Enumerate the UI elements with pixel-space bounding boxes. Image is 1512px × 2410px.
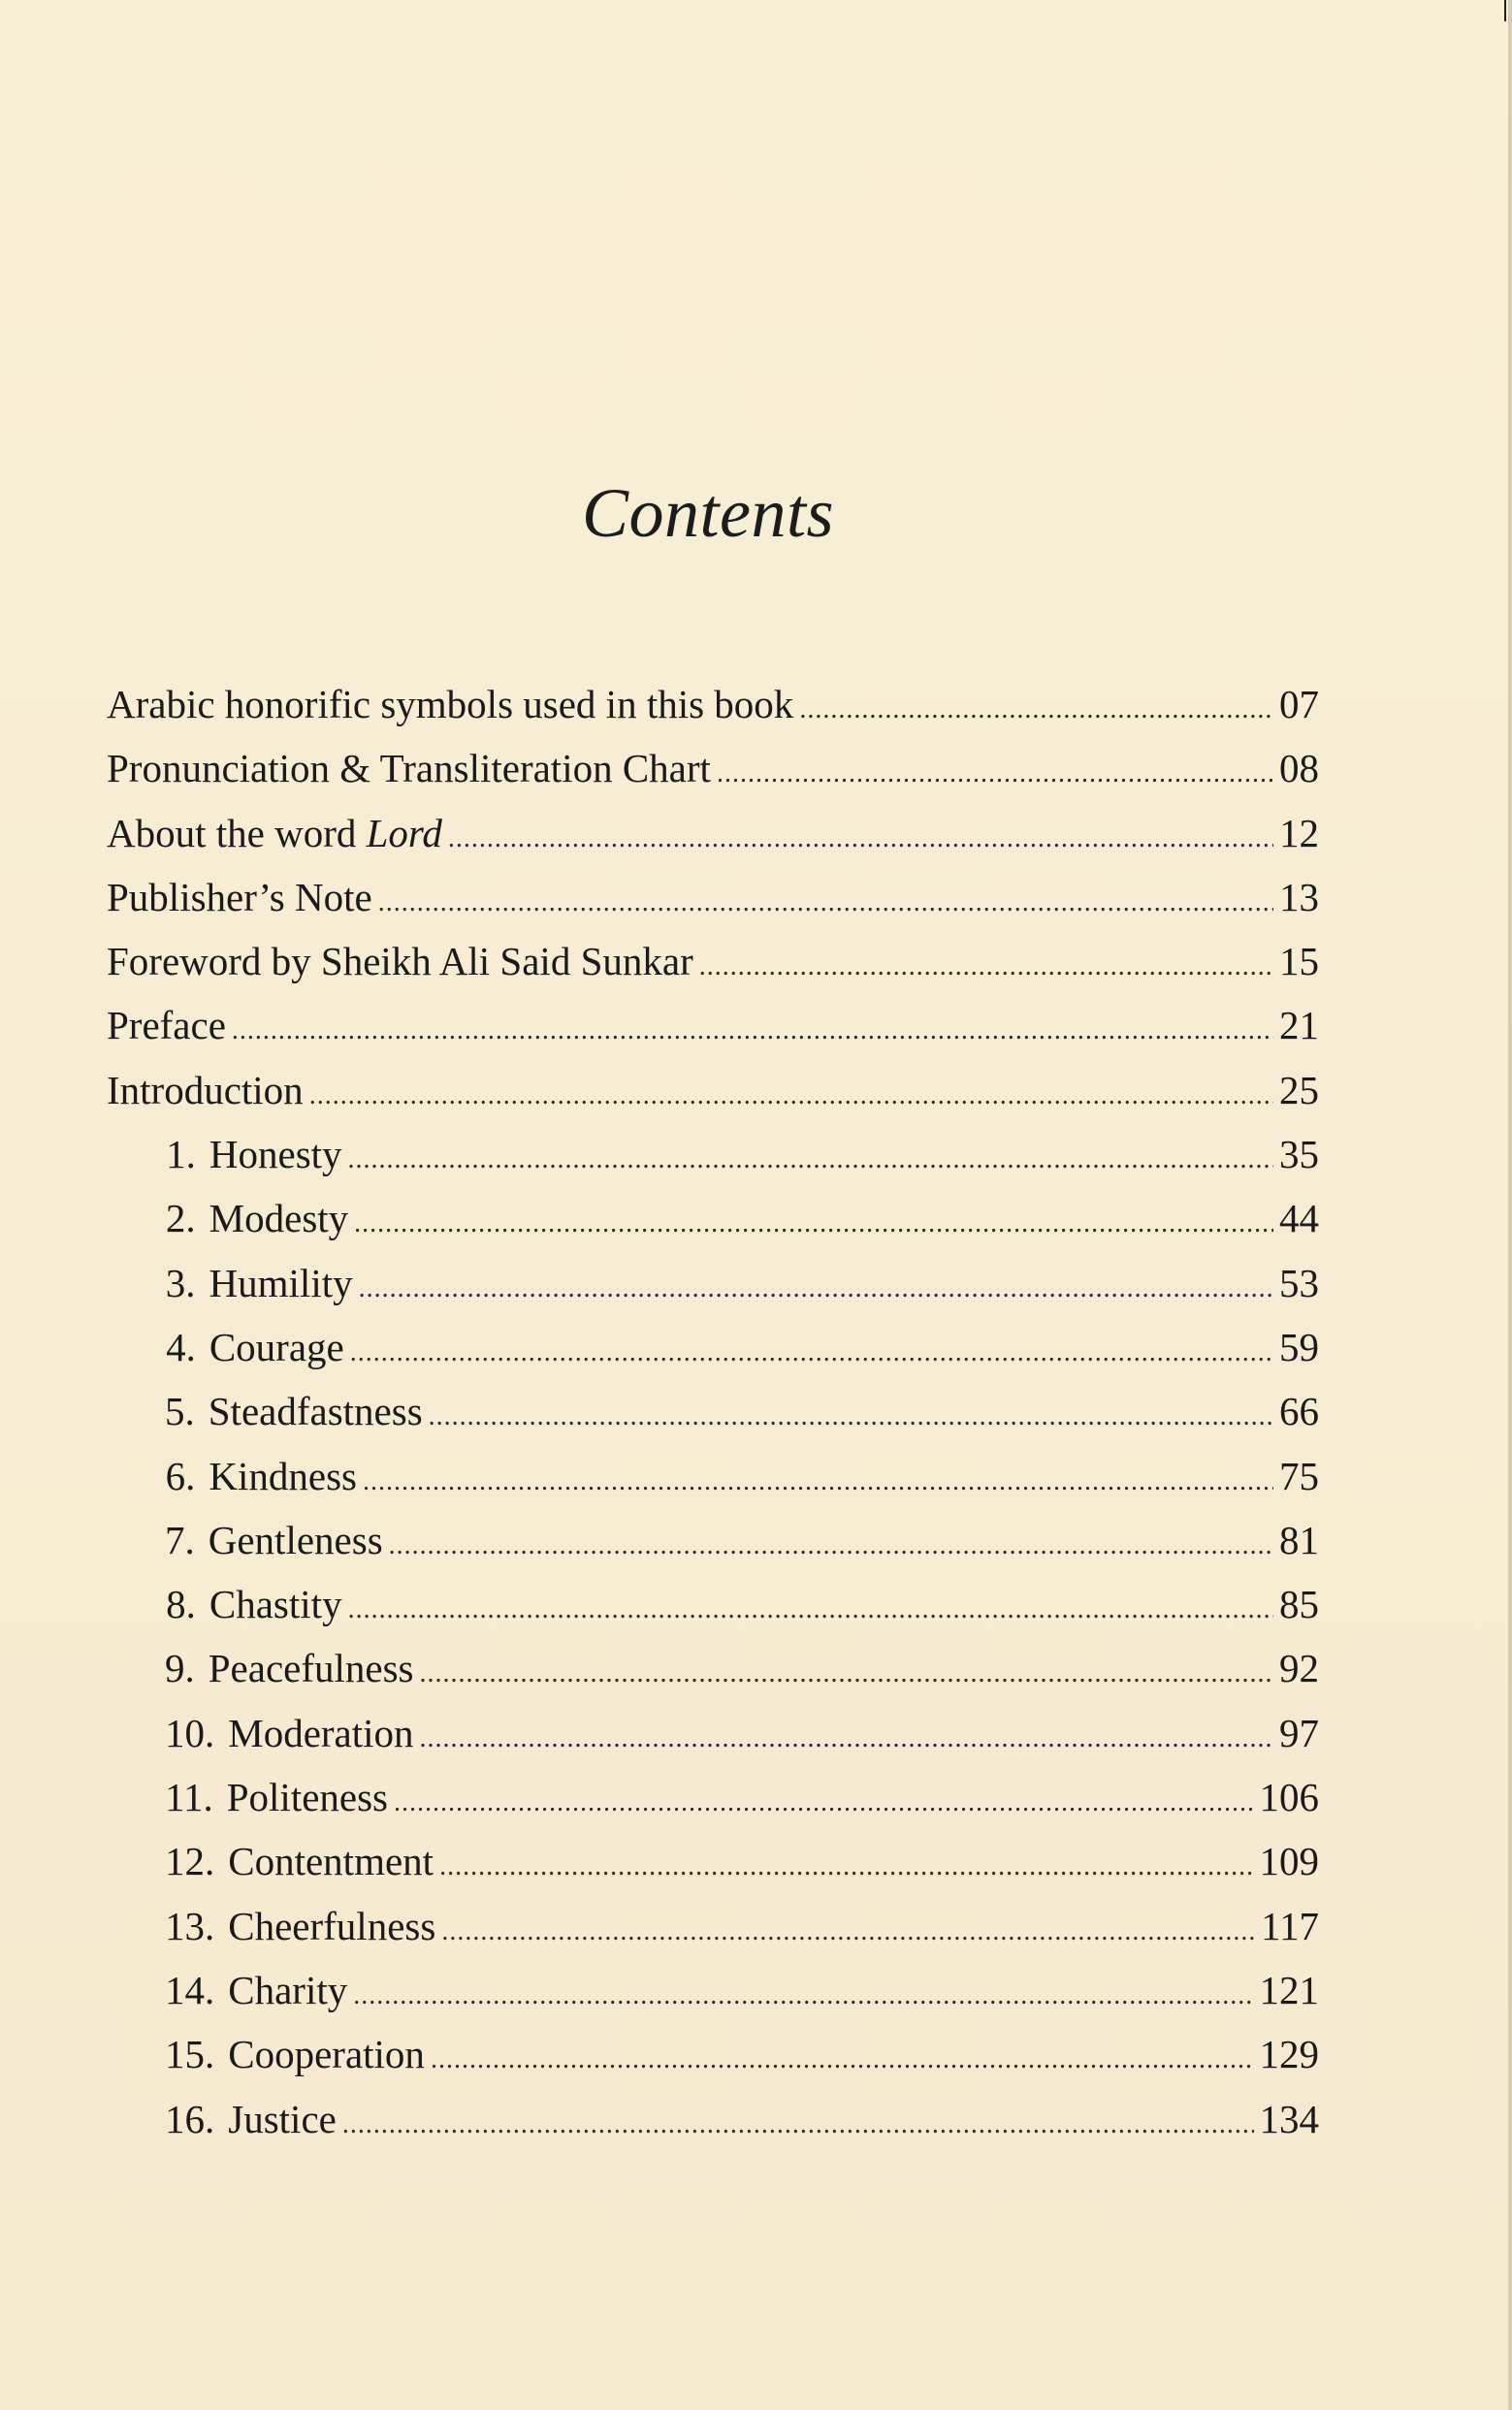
chapter-label: Peacefulness xyxy=(208,1646,414,1691)
dot-leader xyxy=(420,1707,1273,1771)
toc-entry-label-italic: Lord xyxy=(366,810,442,855)
dot-leader xyxy=(354,1192,1273,1256)
chapter-page: 121 xyxy=(1259,1967,1319,2012)
chapter-label: Chastity xyxy=(209,1582,342,1627)
chapter-number: 14. xyxy=(165,1967,215,2012)
toc-entry-page: 12 xyxy=(1279,810,1319,855)
dot-leader xyxy=(717,742,1273,806)
toc-entry-label-text: About the word xyxy=(107,810,367,855)
chapter-page: 85 xyxy=(1279,1582,1319,1627)
chapter-page: 59 xyxy=(1279,1324,1319,1369)
chapter-number: 12. xyxy=(165,1839,215,1884)
toc-entry-page: 13 xyxy=(1279,874,1319,919)
toc-chapter-entry xyxy=(107,1379,1319,1443)
chapter-label: Cheerfulness xyxy=(228,1903,436,1948)
chapter-number: 7. xyxy=(165,1517,195,1562)
chapter-label: Gentleness xyxy=(208,1517,383,1562)
chapter-page: 129 xyxy=(1259,2032,1319,2077)
page-title: Contents xyxy=(581,474,834,552)
dot-leader xyxy=(420,1642,1274,1706)
corner-mark xyxy=(1504,0,1506,21)
chapter-label: Cooperation xyxy=(228,2032,425,2077)
dot-leader xyxy=(378,871,1273,935)
toc-entry xyxy=(107,993,1319,1057)
toc-chapter-entry xyxy=(107,1829,1319,1893)
toc-chapter-entry xyxy=(107,1122,1319,1186)
toc-chapter-entry xyxy=(107,1315,1319,1379)
dot-leader xyxy=(799,678,1273,742)
chapter-number: 10. xyxy=(165,1710,215,1755)
chapter-page: 35 xyxy=(1279,1132,1319,1177)
dot-leader xyxy=(363,1450,1273,1514)
dot-leader xyxy=(348,1128,1273,1192)
chapter-page: 66 xyxy=(1279,1389,1319,1434)
toc-chapter-entry xyxy=(107,1572,1319,1636)
toc-entry-label: Pronunciation & Transliteration Chart xyxy=(107,746,711,791)
chapter-number: 16. xyxy=(165,2096,215,2141)
chapter-number: 15. xyxy=(165,2032,215,2077)
chapter-number: 8. xyxy=(166,1582,196,1627)
chapter-label: Honesty xyxy=(209,1132,342,1177)
toc-entry-page: 08 xyxy=(1279,746,1319,791)
chapter-page: 53 xyxy=(1279,1260,1319,1305)
toc-entry xyxy=(107,1058,1319,1122)
chapter-page: 92 xyxy=(1279,1646,1319,1691)
chapter-number: 4. xyxy=(166,1324,196,1369)
dot-leader xyxy=(350,1321,1273,1385)
dot-leader xyxy=(441,1900,1255,1964)
toc-chapter-entry xyxy=(107,2087,1319,2151)
dot-leader xyxy=(394,1771,1253,1835)
chapter-page: 81 xyxy=(1279,1517,1319,1562)
chapter-label: Politeness xyxy=(226,1775,389,1820)
toc-entry-label: Introduction xyxy=(107,1067,304,1112)
dot-leader xyxy=(389,1514,1273,1578)
toc-entry-page: 07 xyxy=(1279,682,1319,726)
toc-chapter-entry xyxy=(107,1444,1319,1508)
chapter-label: Contentment xyxy=(228,1839,434,1884)
chapter-number: 1. xyxy=(166,1132,196,1177)
chapter-label: Justice xyxy=(228,2096,337,2141)
toc-entry xyxy=(107,865,1319,929)
dot-leader xyxy=(359,1257,1273,1321)
dot-leader xyxy=(353,1964,1253,2028)
chapter-label: Moderation xyxy=(228,1710,414,1755)
dot-leader xyxy=(342,2093,1254,2157)
dot-leader xyxy=(439,1835,1253,1899)
dot-leader xyxy=(448,807,1273,871)
chapter-label: Humility xyxy=(209,1260,353,1305)
chapter-page: 117 xyxy=(1261,1903,1319,1948)
toc-entry-label: Preface xyxy=(107,1003,226,1048)
chapter-label: Modesty xyxy=(209,1196,349,1241)
toc-entry-label: Publisher’s Note xyxy=(107,874,372,919)
chapter-page: 44 xyxy=(1279,1196,1319,1241)
toc-entry xyxy=(107,801,1319,865)
dot-leader xyxy=(431,2028,1254,2092)
chapter-number: 3. xyxy=(165,1260,196,1305)
toc-chapter-entry xyxy=(107,1636,1319,1700)
toc-chapter-entry xyxy=(107,1508,1319,1572)
chapter-number: 11. xyxy=(165,1775,213,1820)
toc-entry-label: Foreword by Sheikh Ali Said Sunkar xyxy=(107,939,693,984)
toc-entry xyxy=(107,672,1319,736)
dot-leader xyxy=(232,999,1273,1063)
toc-entry-page: 25 xyxy=(1279,1067,1319,1112)
toc-chapter-entry xyxy=(107,2022,1319,2086)
dot-leader xyxy=(429,1385,1273,1449)
chapter-number: 9. xyxy=(165,1646,195,1691)
chapter-page: 106 xyxy=(1259,1775,1319,1820)
toc-entry xyxy=(107,929,1319,993)
page-edge xyxy=(1508,0,1512,2410)
chapter-number: 6. xyxy=(165,1453,196,1498)
toc-chapter-entry xyxy=(107,1251,1319,1315)
toc-chapter-entry xyxy=(107,1894,1319,1958)
dot-leader xyxy=(309,1064,1273,1128)
chapter-number: 2. xyxy=(165,1196,196,1241)
chapter-page: 97 xyxy=(1279,1710,1319,1755)
toc-chapter-entry xyxy=(107,1958,1319,2022)
toc-entry-label xyxy=(107,801,442,865)
toc-chapter-entry xyxy=(107,1186,1319,1250)
toc-entry-label: Arabic honorific symbols used in this book xyxy=(107,682,794,726)
dot-leader xyxy=(348,1578,1273,1642)
chapter-number: 5. xyxy=(165,1389,195,1434)
chapter-label: Kindness xyxy=(209,1453,357,1498)
chapter-page: 75 xyxy=(1279,1453,1319,1498)
chapter-page: 134 xyxy=(1259,2096,1319,2141)
dot-leader xyxy=(699,935,1273,999)
toc-entry xyxy=(107,736,1319,800)
chapter-page: 109 xyxy=(1259,1839,1319,1884)
toc-entry-page: 21 xyxy=(1279,1003,1319,1048)
chapter-label: Charity xyxy=(228,1967,348,2012)
toc-chapter-entry xyxy=(107,1765,1319,1829)
table-of-contents xyxy=(107,672,1319,2151)
chapter-number: 13. xyxy=(165,1903,215,1948)
toc-entry-page: 15 xyxy=(1279,939,1319,984)
chapter-label: Courage xyxy=(209,1324,344,1369)
toc-chapter-entry xyxy=(107,1701,1319,1765)
chapter-label: Steadfastness xyxy=(208,1389,423,1434)
